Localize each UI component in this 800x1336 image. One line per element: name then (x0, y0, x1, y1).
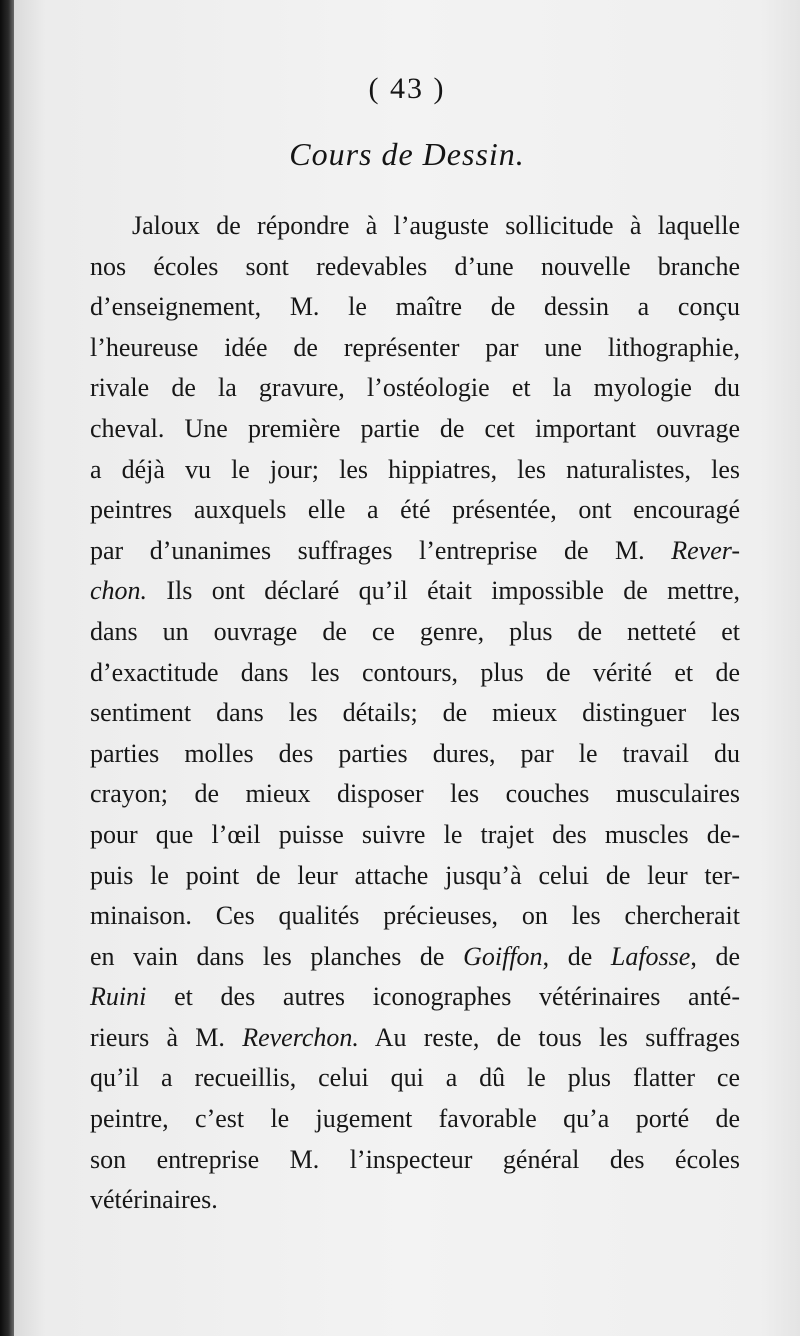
text-line: nos écoles sont redevables d’une nouvelle branche (90, 251, 740, 281)
text-line: sentiment dans les détails; de mieux distinguer les (90, 698, 740, 728)
text-line: d’enseignement, M. le maître de dessin a conçu (90, 292, 740, 322)
text-line: peintres auxquels elle a été présentée, ont encouragé (90, 495, 740, 525)
text-line: pour que l’œil puisse suivre le trajet des muscles de- (90, 819, 740, 849)
text-line (90, 571, 740, 612)
text-line: son entreprise M. l’inspecteur général des écoles (90, 1144, 740, 1174)
text-line: d’exactitude dans les contours, plus de vérité et de (90, 657, 740, 687)
text-line: crayon; de mieux disposer les couches musculaires (90, 779, 740, 809)
text-line (90, 937, 740, 978)
text-segment: par d’unanimes suffrages l’entreprise de M. (90, 535, 645, 565)
text-line (90, 977, 740, 1018)
text-line: l’heureuse idée de représenter par une lithographie, (90, 332, 740, 362)
proper-name: chon. (90, 576, 148, 606)
text-segment: Au reste, de tous les suffrages (374, 1022, 741, 1052)
text-line: Jaloux de répondre à l’auguste sollicitude à laquelle (132, 211, 740, 240)
book-page (14, 0, 800, 1336)
text-line: dans un ouvrage de ce genre, plus de netteté et (90, 616, 740, 646)
text-segment: , de (690, 941, 740, 971)
text-line: vétérinaires. (90, 1185, 218, 1215)
text-line: a déjà vu le jour; les hippiatres, les naturalistes, les (90, 454, 740, 484)
proper-name: Goiffon (463, 941, 543, 971)
text-segment: rieurs à M. (90, 1022, 225, 1052)
book-binding-edge (0, 0, 14, 1336)
proper-name: Lafosse (610, 941, 691, 971)
text-segment: et des autres iconographes vétérinaires anté- (174, 982, 740, 1012)
text-line: qu’il a recueillis, celui qui a dû le plus flatter ce (90, 1063, 740, 1093)
proper-name: Reverchon. (242, 1022, 359, 1052)
text-line: puis le point de leur attache jusqu’à celui de leur ter- (90, 860, 740, 890)
text-segment: Ils ont déclaré qu’il était impossible de mettre, (166, 576, 740, 606)
proper-name: Rever- (671, 535, 740, 565)
text-line: minaison. Ces qualités précieuses, on les chercherait (90, 901, 740, 931)
body-paragraph (90, 206, 740, 1221)
text-line: cheval. Une première partie de cet important ouvrage (90, 413, 740, 443)
text-segment: , de (542, 941, 593, 971)
text-segment: en vain dans les planches de (90, 941, 445, 971)
text-line: peintre, c’est le jugement favorable qu’a porté de (90, 1104, 740, 1134)
section-heading: Cours de Dessin. (289, 136, 525, 172)
text-line (90, 1018, 740, 1059)
text-line: parties molles des parties dures, par le travail du (90, 738, 740, 768)
text-line (90, 531, 740, 572)
proper-name: Ruini (90, 982, 147, 1012)
page-number: ( 43 ) (368, 72, 446, 105)
text-line: rivale de la gravure, l’ostéologie et la myologie du (90, 373, 740, 403)
